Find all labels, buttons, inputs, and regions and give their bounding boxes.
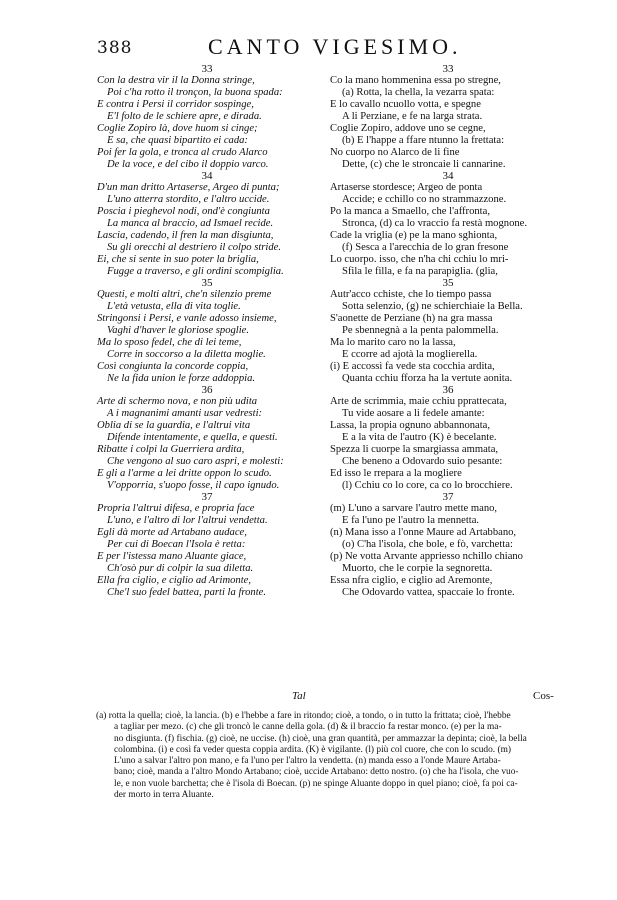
verse-line: (m) L'uno a sarvare l'autro mette mano, xyxy=(330,503,498,514)
verse-line: Arte de scrimmia, maie cchiu pprattecata, xyxy=(330,396,507,407)
verse-line: Per cui di Boecan l'Isola è retta: xyxy=(107,539,246,550)
verse-line: E fa l'uno pe l'autro la mennetta. xyxy=(342,515,480,526)
verse-line: Muorto, che le corpie la segnoretta. xyxy=(342,563,493,574)
italian-verse-column xyxy=(97,64,307,599)
verse-line: Stringonsi i Persi, e vanle adosso insieme, xyxy=(97,313,277,324)
verse-line: Ella fra ciglio, e ciglio ad Arimonte, xyxy=(97,575,251,586)
verse-line: (l) Cchiu co lo core, ca co lo brocchiere. xyxy=(342,480,513,491)
stanza xyxy=(330,492,566,599)
stanza-number: 33 xyxy=(201,63,213,75)
verse-line: Sotta selenzio, (g) ne schierchiaie la Bella. xyxy=(342,301,523,312)
verse-line: Ma lo marito caro no la lassa, xyxy=(330,337,456,348)
verse-line: La manca al braccio, ad Ismael recide. xyxy=(107,218,274,229)
neapolitan-verse-column xyxy=(330,64,566,599)
catchword-left: Tal xyxy=(292,690,306,702)
verse-line: No cuorpo no Alarco de li fine xyxy=(330,147,460,158)
verse-line: Quanta cchiu fforza ha la vertute aonita. xyxy=(342,373,513,384)
footnote-line: L'uno a salvar l'altro pon mano, e fa l'uno per l'altro la vendetta. (n) manda esso a l'onde Maure Artaba- xyxy=(114,756,501,767)
stanza-number: 37 xyxy=(442,491,454,503)
stanza xyxy=(97,492,307,599)
verse-line: (o) C'ha l'isola, che bole, e fò, varchetta: xyxy=(342,539,513,550)
verse-line: A li Perziane, e fe na larga strata. xyxy=(342,111,483,122)
stanza xyxy=(330,64,566,171)
stanza-number: 34 xyxy=(442,170,454,182)
verse-line: Questi, e molti altri, che'n silenzio preme xyxy=(97,289,272,300)
stanza xyxy=(97,64,307,171)
verse-line: (i) E accossì fa vede sta cocchia ardita, xyxy=(330,361,495,372)
verse-line: A i magnanimi amanti usar vedresti: xyxy=(107,408,263,419)
verse-line: Difende intentamente, e quella, e questi. xyxy=(107,432,278,443)
verse-line: Ma lo sposo fedel, che di lei teme, xyxy=(97,337,242,348)
verse-line: E'l folto de le schiere apre, e dirada. xyxy=(107,111,262,122)
verse-line: Essa nfra ciglio, e ciglio ad Aremonte, xyxy=(330,575,493,586)
stanza xyxy=(330,385,566,492)
stanza xyxy=(330,171,566,278)
stanza-number: 33 xyxy=(442,63,454,75)
verse-line: Ch'osò pur di colpir la sua diletta. xyxy=(107,563,254,574)
verse-line: L'età vetusta, ella di vita toglie. xyxy=(107,301,241,312)
footnote-line: (a) rotta la quella; cioè, la lancia. (b) e l'hebbe a fare in ritondo; cioè, a tondo, o in tutto la frittata; cioè, l'hebbe xyxy=(96,711,511,721)
verse-line: E ccorre ad ajotà la moglierella. xyxy=(342,349,478,360)
stanza xyxy=(97,171,307,278)
verse-line: Autr'acco cchiste, che lo tiempo passa xyxy=(330,289,492,300)
verse-line: Ribatte i colpi la Guerriera ardita, xyxy=(97,444,245,455)
verse-line: Con la destra vir il la Donna stringe, xyxy=(97,75,255,86)
verse-line: Ne la fida union le forze addoppia. xyxy=(107,373,256,384)
footnotes xyxy=(96,711,574,801)
verse-line: Ei, che si sente in suo poter la briglia, xyxy=(97,254,259,265)
verse-line: Pe sbennegnà a la penta palommella. xyxy=(342,325,499,336)
verse-line: Poi fer la gola, e tronca al crudo Alarco xyxy=(97,147,268,158)
verse-line: Egli dà morte ad Artabano audace, xyxy=(97,527,247,538)
verse-line: Lascia, cadendo, il fren la man disgiunta, xyxy=(97,230,274,241)
verse-line: (b) E l'happe a ffare ntunno la frettata: xyxy=(342,135,505,146)
verse-line: Su gli orecchi al destriero il colpo stride. xyxy=(107,242,281,253)
verse-line: (p) Ne votta Arvante appriesso nchillo chiano xyxy=(330,551,523,562)
verse-line: Che'l suo fedel battea, parti la fronte. xyxy=(107,587,266,598)
verse-line: Che beneno a Odovardo suio pesante: xyxy=(342,456,503,467)
verse-line: Artaserse stordesce; Argeo de ponta xyxy=(330,182,483,193)
stanza-number: 34 xyxy=(201,170,213,182)
verse-line: De la voce, e del cibo il doppio varco. xyxy=(107,159,269,170)
verse-line: Coglie Zopiro là, dove huom si cinge; xyxy=(97,123,258,134)
verse-line: Vaghi d'haver le gloriose spoglie. xyxy=(107,325,250,336)
catchword-right: Cos- xyxy=(533,690,554,702)
verse-line: D'un man dritto Artaserse, Argeo di punta; xyxy=(97,182,280,193)
verse-line: Lo cuorpo. isso, che n'ha chi cchiu lo mri- xyxy=(330,254,509,265)
verse-line: E contra i Persi il corridor sospinge, xyxy=(97,99,254,110)
verse-line: Accide; e cchillo co no strammazzone. xyxy=(342,194,507,205)
stanza xyxy=(97,278,307,385)
verse-line: Fugge a traverso, e gli ordini scompiglia. xyxy=(107,266,284,277)
footnote-line: a tagliar per mezo. (c) che gli troncò le canne della gola. (d) & il braccio fa restar monco. (e) per la ma- xyxy=(114,722,502,733)
verse-line: E per l'istessa mano Aluante giace, xyxy=(97,551,247,562)
verse-line: Stronca, (d) ca lo vraccio fa restà mognone. xyxy=(342,218,528,229)
verse-line: (n) Mana isso a l'onne Maure ad Artabbano, xyxy=(330,527,517,538)
running-title: CANTO VIGESIMO. xyxy=(208,34,462,59)
stanza-number: 37 xyxy=(201,491,213,503)
stanza-number: 36 xyxy=(442,384,454,396)
verse-line: Poi c'ha rotto il tronçon, la buona spada: xyxy=(107,87,283,98)
verse-line: Spezza li cuorpe la smargiassa ammata, xyxy=(330,444,499,455)
footnote-line: le, e non vuole barchetta; che è l'isola di Boecan. (p) ne spinge Aluante doppo in quel piano; cioè, fa poi ca- xyxy=(114,778,518,789)
page-number: 388 xyxy=(97,38,133,58)
verse-line: Ed isso le rrepara a la mogliere xyxy=(330,468,462,479)
verse-line: S'aonette de Perziane (h) na gra massa xyxy=(330,313,493,324)
verse-line: E sa, che quasi bipartito ei cada: xyxy=(107,135,248,146)
verse-line: Che Odovardo vattea, spaccaie lo fronte. xyxy=(342,587,515,598)
stanza-number: 35 xyxy=(201,277,213,289)
verse-line: Co la mano hommenina essa po stregne, xyxy=(330,75,501,86)
verse-line: Così congiunta la concorde coppia, xyxy=(97,361,249,372)
verse-line: Cade la vriglia (e) pe la mano sghionta, xyxy=(330,230,498,241)
verse-line: (f) Sesca a l'arecchia de lo gran fresone xyxy=(342,242,509,253)
verse-line: Poscia i pieghevol nodi, ond'è congiunta xyxy=(97,206,270,217)
verse-line: Dette, (c) che le stroncaie li cannarine. xyxy=(342,159,506,170)
stanza xyxy=(330,278,566,385)
stanza-number: 35 xyxy=(442,277,454,289)
verse-line: Coglie Zopiro, addove uno se cegne, xyxy=(330,123,486,134)
verse-line: Lassa, la propia ognuno abbannonata, xyxy=(330,420,491,431)
verse-line: V'opporria, s'uopo fosse, il capo ignudo. xyxy=(107,480,280,491)
verse-line: (a) Rotta, la chella, la vezarra spata: xyxy=(342,87,495,98)
verse-line: Po la manca a Smaello, che l'affronta, xyxy=(330,206,490,217)
verse-line: E gli a l'arme a lei dritte oppon lo scudo. xyxy=(97,468,272,479)
running-head xyxy=(0,34,617,64)
verse-line: Tu vide aosare a li fedele amante: xyxy=(342,408,485,419)
verse-line: Arte di schermo nova, e non più udita xyxy=(97,396,258,407)
verse-line: E lo cavallo ncuollo votta, e spegne xyxy=(330,99,481,110)
verse-line: Propria l'altrui difesa, e propria face xyxy=(97,503,255,514)
verse-line: L'uno atterra stordito, e l'altro uccide. xyxy=(107,194,270,205)
verse-line: Oblia di se la guardia, e l'altrui vita xyxy=(97,420,251,431)
verse-line: Che vengono al suo caro aspri, e molesti: xyxy=(107,456,284,467)
footnote-line: der morto in terra Aluante. xyxy=(114,790,214,801)
verse-line: E a la vita de l'autro (K) è becelante. xyxy=(342,432,497,443)
footnote-line: no disgiunta. (f) fischia. (g) cioè, ne uccise. (h) cioè, una gran quantità, per ammazzar la depinta; cioè, la bella xyxy=(114,733,527,744)
footnote-line: bano; cioè, manda a l'altro Mondo Artabano; cioè, uccide Artabano: detto nostro. (o) che ha l'isola, che vuo- xyxy=(114,767,519,778)
stanza-number: 36 xyxy=(201,384,213,396)
stanza xyxy=(97,385,307,492)
verse-line: Sfila le filla, e fa na parapiglia. (glia, xyxy=(342,266,498,277)
footnote-line: colombina. (i) e così fa veder questa coppia ardita. (K) è vigilante. (l) più col cuore, che con lo scudo. (m) xyxy=(114,744,511,755)
verse-line: Corre in soccorso a la diletta moglie. xyxy=(107,349,266,360)
verse-line: L'uno, e l'altro di lor l'altrui vendetta. xyxy=(107,515,268,526)
